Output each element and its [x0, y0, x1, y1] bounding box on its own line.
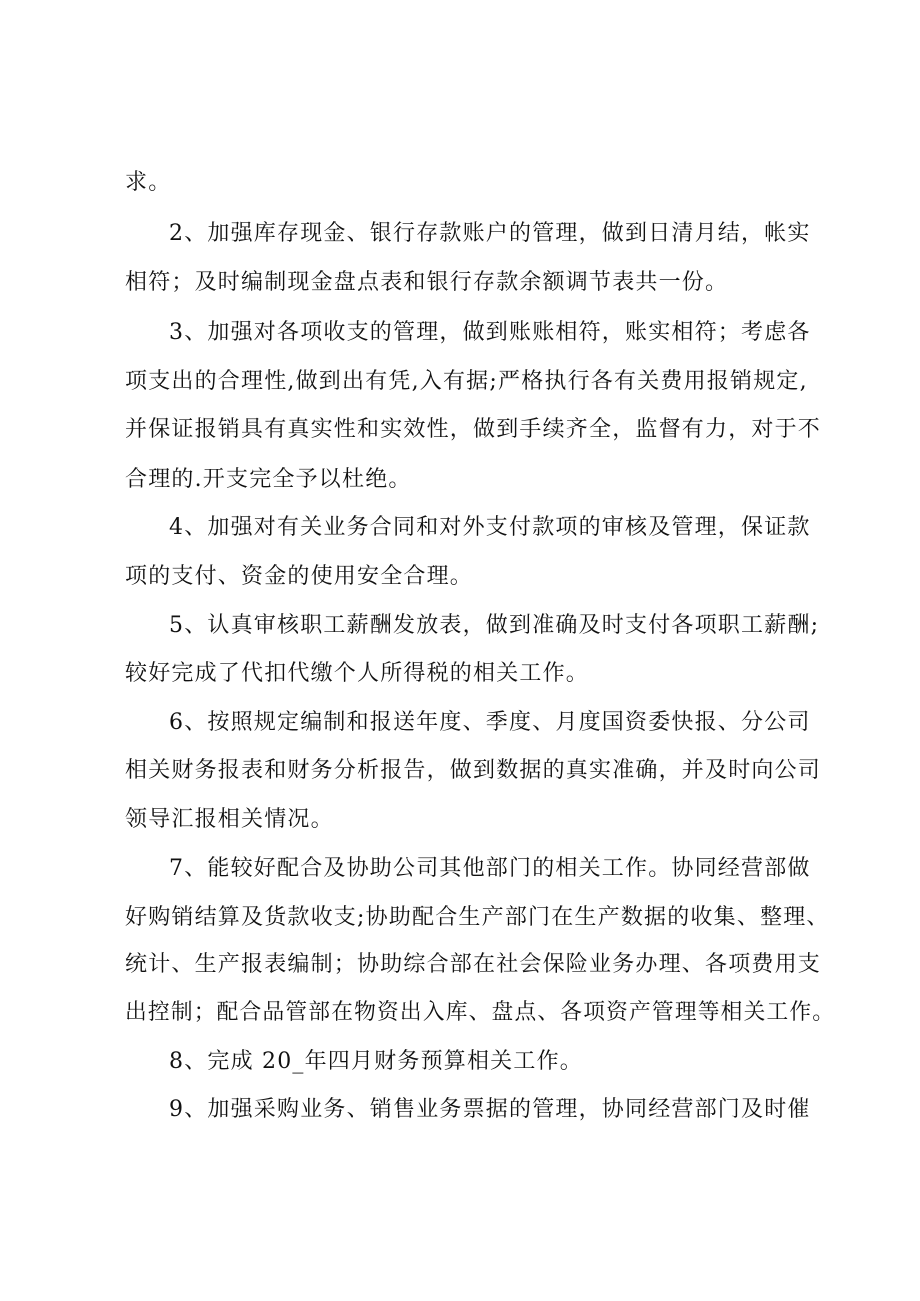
text-line: 并保证报销具有真实性和实效性，做到手续齐全，监督有力，对于不 [125, 417, 822, 442]
text-line: 领导汇报相关情况。 [125, 807, 334, 832]
text-line: 出控制；配合品管部在物资出入库、盘点、各项资产管理等相关工作。 [125, 1000, 836, 1025]
text-line: 8、完成 20_年四月财务预算相关工作。 [169, 1049, 583, 1074]
text-line: 7、能较好配合及协助公司其他部门的相关工作。协同经营部做 [169, 856, 811, 881]
text-line: 5、认真审核职工薪酬发放表，做到准确及时支付各项职工薪酬; [169, 613, 820, 638]
text-line: 项支出的合理性,做到出有凭,入有据;严格执行各有关费用报销规定, [125, 369, 808, 394]
text-line: 合理的.开支完全予以杜绝。 [125, 467, 412, 492]
text-line: 2、加强库存现金、银行存款账户的管理，做到日清月结，帐实 [169, 221, 811, 246]
text-line: 9、加强采购业务、销售业务票据的管理，协同经营部门及时催 [169, 1097, 811, 1122]
text-line: 统计、生产报表编制；协助综合部在社会保险业务办理、各项费用支 [125, 952, 822, 977]
text-line: 项的支付、资金的使用安全合理。 [125, 564, 474, 589]
text-line: 较好完成了代扣代缴个人所得税的相关工作。 [125, 661, 590, 686]
text-line: 6、按照规定编制和报送年度、季度、月度国资委快报、分公司 [169, 710, 811, 735]
text-line: 相符；及时编制现金盘点表和银行存款余额调节表共一份。 [125, 270, 729, 295]
text-line: 相关财务报表和财务分析报告，做到数据的真实准确，并及时向公司 [125, 758, 822, 783]
text-line: 4、加强对有关业务合同和对外支付款项的审核及管理，保证款 [169, 515, 811, 540]
text-line: 3、加强对各项收支的管理，做到账账相符，账实相符；考虑各 [169, 320, 811, 345]
text-line: 求。 [125, 170, 172, 195]
text-line: 好购销结算及货款收支;协助配合生产部门在生产数据的收集、整理、 [125, 905, 830, 930]
